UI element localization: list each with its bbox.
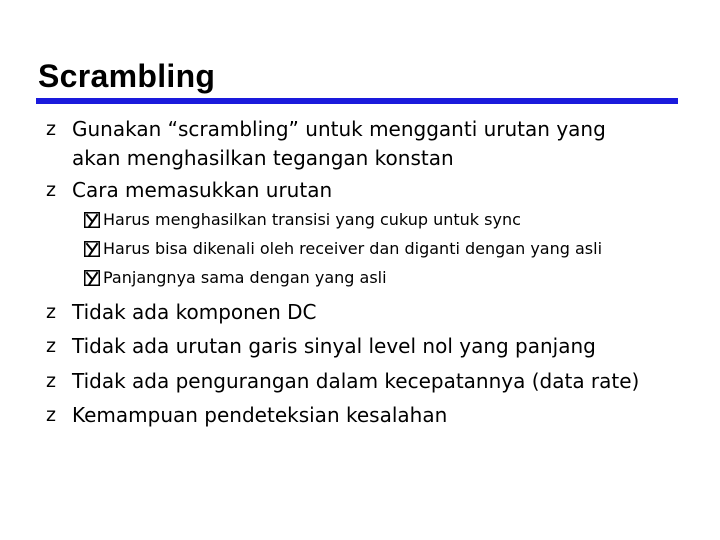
bullet-text: akan menghasilkan tegangan konstan (72, 146, 454, 170)
bullet-text: Gunakan “scrambling” untuk mengganti urutan yang (72, 117, 606, 141)
z-bullet-icon: z (46, 301, 56, 323)
bullet-text: Tidak ada pengurangan dalam kecepatannya (data rate) (72, 369, 640, 393)
sub-bullet-text: Harus bisa dikenali oleh receiver dan diganti dengan yang asli (103, 239, 603, 258)
title-underline (36, 98, 678, 104)
bullet-text: Tidak ada urutan garis sinyal level nol yang panjang (72, 334, 596, 358)
y-box-bullet-icon (84, 241, 100, 257)
page-title: Scrambling (38, 58, 216, 94)
z-bullet-icon: z (46, 404, 56, 426)
z-bullet-icon: z (46, 118, 56, 140)
bullet-text: Cara memasukkan urutan (72, 178, 333, 202)
y-box-bullet-icon (84, 212, 100, 228)
z-bullet-icon: z (46, 335, 56, 357)
bullet-text: Kemampuan pendeteksian kesalahan (72, 403, 448, 427)
y-box-bullet-icon (84, 270, 100, 286)
z-bullet-icon: z (46, 179, 56, 201)
z-bullet-icon: z (46, 370, 56, 392)
bullet-text: Tidak ada komponen DC (72, 300, 317, 324)
sub-bullet-text: Harus menghasilkan transisi yang cukup untuk sync (103, 210, 521, 229)
sub-bullet-text: Panjangnya sama dengan yang asli (103, 268, 387, 287)
